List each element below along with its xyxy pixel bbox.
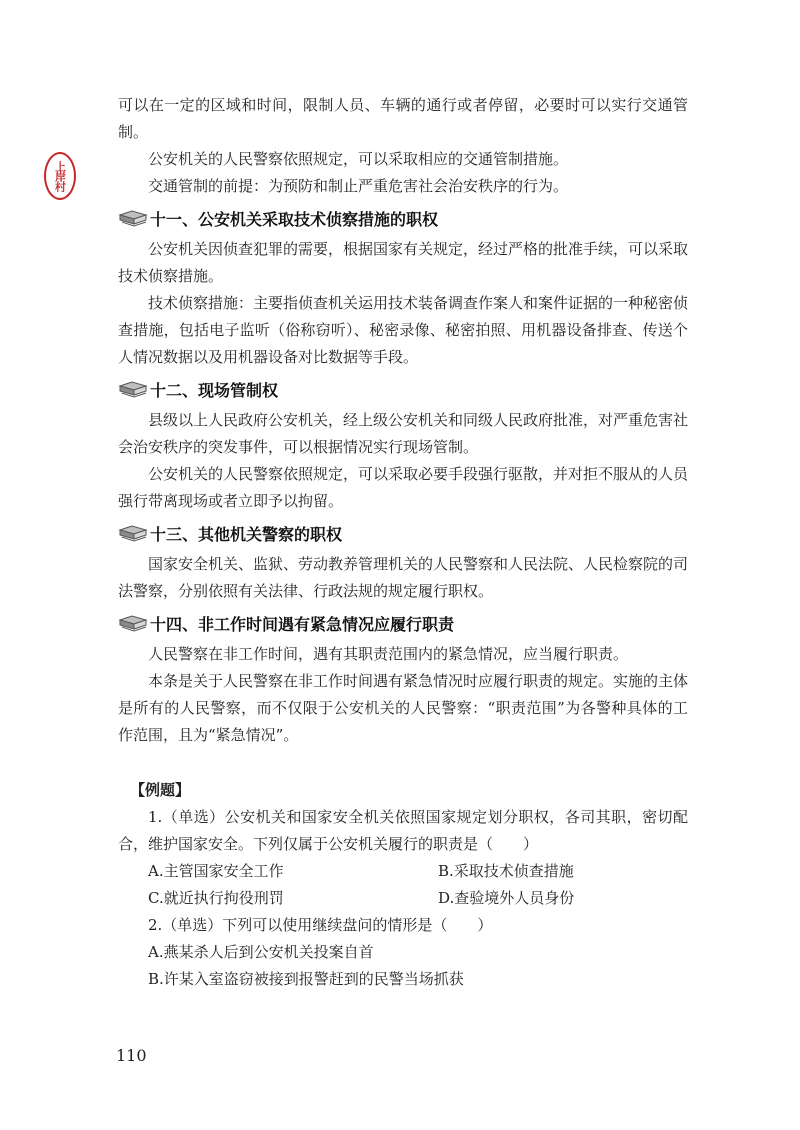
section-paragraph: 公安机关因侦查犯罪的需要，根据国家有关规定，经过严格的批准手续，可以采取技术侦察措施。 [118,240,689,285]
intro-paragraph: 可以在一定的区域和时间，限制人员、车辆的通行或者停留，必要时可以实行交通管制。 [118,96,688,141]
section-heading-12 [118,371,688,407]
section-heading-13 [118,515,688,551]
spacer [118,749,688,777]
section-heading-14 [118,605,688,641]
option-a: A.燕某杀人后到公安机关投案自首 [148,943,374,961]
section-heading-11 [118,200,688,236]
question-1-stem: 1.（单选）公安机关和国家安全机关依照国家规定划分职权，各司其职，密切配合，维护国家安全。下列仅属于公安机关履行的职责是（ ） [118,808,688,853]
option-a: A.主管国家安全工作 [148,862,284,880]
section-title: 十一、公安机关采取技术侦察措施的职权 [150,209,439,229]
red-seal-stamp [44,152,76,200]
section-paragraph: 国家安全机关、监狱、劳动教养管理机关的人民警察和人民法院、人民检察院的司法警察，分别依照有关法律、行政法规的规定履行职权。 [118,555,689,600]
book-stack-icon [118,380,148,398]
page-content [118,92,688,993]
book-stack-icon [118,614,148,632]
question-2-stem: 2.（单选）下列可以使用继续盘问的情形是（ ） [148,916,493,934]
option-c: C.就近执行拘役刑罚 [148,889,284,907]
question-1-options [118,858,688,912]
section-title: 十二、现场管制权 [150,380,279,400]
option-d: D.查验境外人员身份 [438,889,575,907]
book-stack-icon [118,524,148,542]
option-b: B.采取技术侦查措施 [438,862,574,880]
section-title: 十三、其他机关警察的职权 [150,524,343,544]
intro-paragraph: 交通管制的前提：为预防和制止严重危害社会治安秩序的行为。 [148,177,569,195]
section-paragraph: 本条是关于人民警察在非工作时间遇有紧急情况时应履行职责的规定。实施的主体是所有的人民警察，而不仅限于公安机关的人民警察：“职责范围”为各警种具体的工作范围，且为“紧急情况”。 [118,672,689,744]
option-b: B.许某入室盗窃被接到报警赶到的民警当场抓获 [148,970,464,988]
example-title: 【例题】 [130,781,191,799]
section-paragraph: 技术侦察措施：主要指侦查机关运用技术装备调查作案人和案件证据的一种秘密侦查措施，包括电子监听（俗称窃听）、秘密录像、秘密拍照、用机器设备排查、传送个人情况数据以及用机器设备对比数据等手段。 [118,294,689,366]
book-stack-icon [118,209,148,227]
section-paragraph: 公安机关的人民警察依照规定，可以采取必要手段强行驱散，并对拒不服从的人员强行带离现场或者立即予以拘留。 [118,465,689,510]
section-paragraph: 人民警察在非工作时间，遇有其职责范围内的紧急情况，应当履行职责。 [148,645,629,663]
page-number: 110 [116,1046,147,1065]
section-paragraph: 县级以上人民政府公安机关，经上级公安机关和同级人民政府批准，对严重危害社会治安秩序的突发事件，可以根据情况实行现场管制。 [118,411,689,456]
intro-paragraph: 公安机关的人民警察依照规定，可以采取相应的交通管制措施。 [148,150,569,168]
section-title: 十四、非工作时间遇有紧急情况应履行职责 [150,614,455,634]
seal-text: 上岸村 [53,161,67,191]
